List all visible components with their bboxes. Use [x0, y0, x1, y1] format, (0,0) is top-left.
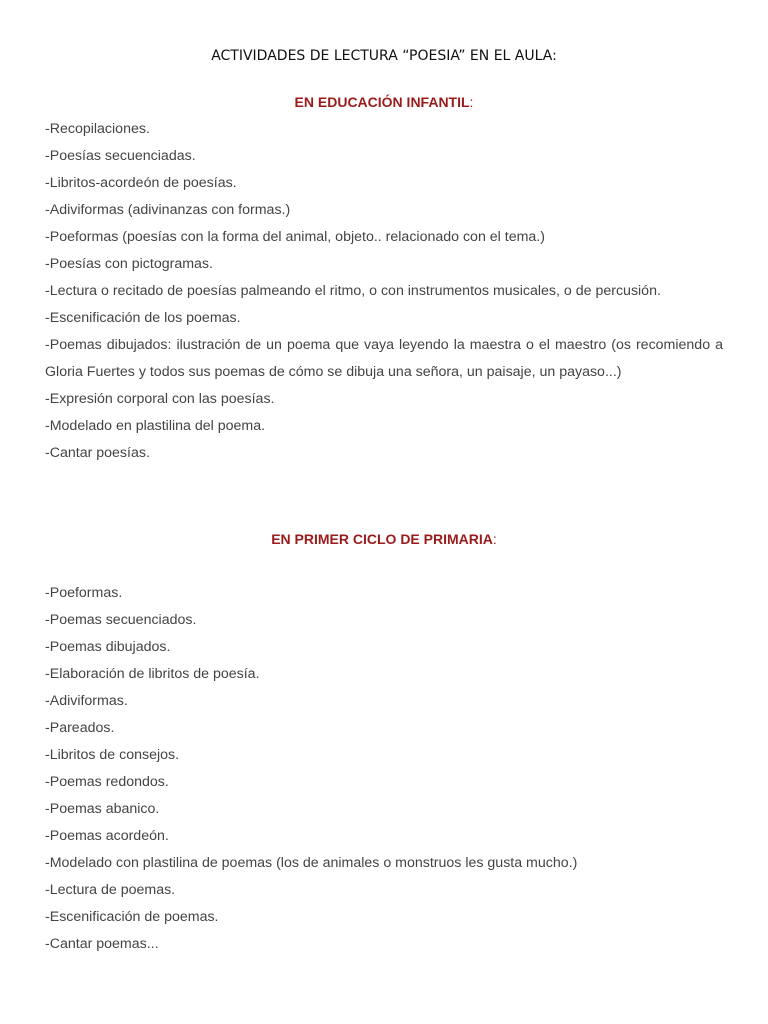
- document-title: ACTIVIDADES DE LECTURA “POESIA” EN EL AULA:: [211, 48, 557, 64]
- list-item: -Adiviformas (adivinanzas con formas.): [45, 202, 291, 218]
- list-item: -Poemas abanico.: [45, 801, 160, 817]
- section-heading-primaria: [0, 531, 768, 547]
- list-item: -Libritos de consejos.: [45, 747, 180, 763]
- list-item: -Adiviformas.: [45, 693, 128, 709]
- list-item: -Escenificación de los poemas.: [45, 310, 241, 326]
- section-heading-infantil-text: EN EDUCACIÓN INFANTIL: [294, 94, 470, 110]
- list-item: -Expresión corporal con las poesías.: [45, 391, 275, 407]
- list-item: -Elaboración de libritos de poesía.: [45, 666, 260, 682]
- section-heading-primaria-colon: :: [492, 531, 497, 547]
- list-item: -Poemas dibujados: ilustración de un poema que vaya leyendo la maestra o el maestro (os recomiendo a Gloria Fuertes y todos sus poemas de cómo se dibuja una señora, un paisaje, un payaso...): [45, 337, 723, 380]
- section-heading-infantil: [0, 94, 768, 110]
- section-heading-primaria-text: EN PRIMER CICLO DE PRIMARIA: [271, 531, 493, 547]
- activity-list-primaria: [45, 580, 723, 958]
- list-item: -Poemas dibujados.: [45, 639, 171, 655]
- list-item: -Pareados.: [45, 720, 115, 736]
- list-item: -Escenificación de poemas.: [45, 909, 219, 925]
- list-item: -Libritos-acordeón de poesías.: [45, 175, 237, 191]
- list-item: -Modelado con plastilina de poemas (los de animales o monstruos les gusta mucho.): [45, 855, 578, 871]
- list-item: -Poesías con pictogramas.: [45, 256, 213, 272]
- list-item: -Poemas redondos.: [45, 774, 169, 790]
- list-item: -Lectura de poemas.: [45, 882, 176, 898]
- list-item: -Cantar poesías.: [45, 445, 150, 461]
- list-item: -Poeformas (poesías con la forma del animal, objeto.. relacionado con el tema.): [45, 229, 545, 245]
- list-item: -Cantar poemas...: [45, 936, 159, 952]
- list-item: -Recopilaciones.: [45, 121, 150, 137]
- list-item: -Poemas acordeón.: [45, 828, 169, 844]
- list-item: -Lectura o recitado de poesías palmeando el ritmo, o con instrumentos musicales, o de percusión.: [45, 283, 661, 299]
- list-item: -Modelado en plastilina del poema.: [45, 418, 266, 434]
- list-item: -Poesías secuenciadas.: [45, 148, 196, 164]
- list-item: -Poeformas.: [45, 585, 123, 601]
- list-item: -Poemas secuenciados.: [45, 612, 197, 628]
- section-heading-infantil-colon: :: [469, 94, 474, 110]
- activity-list-infantil: [45, 116, 723, 467]
